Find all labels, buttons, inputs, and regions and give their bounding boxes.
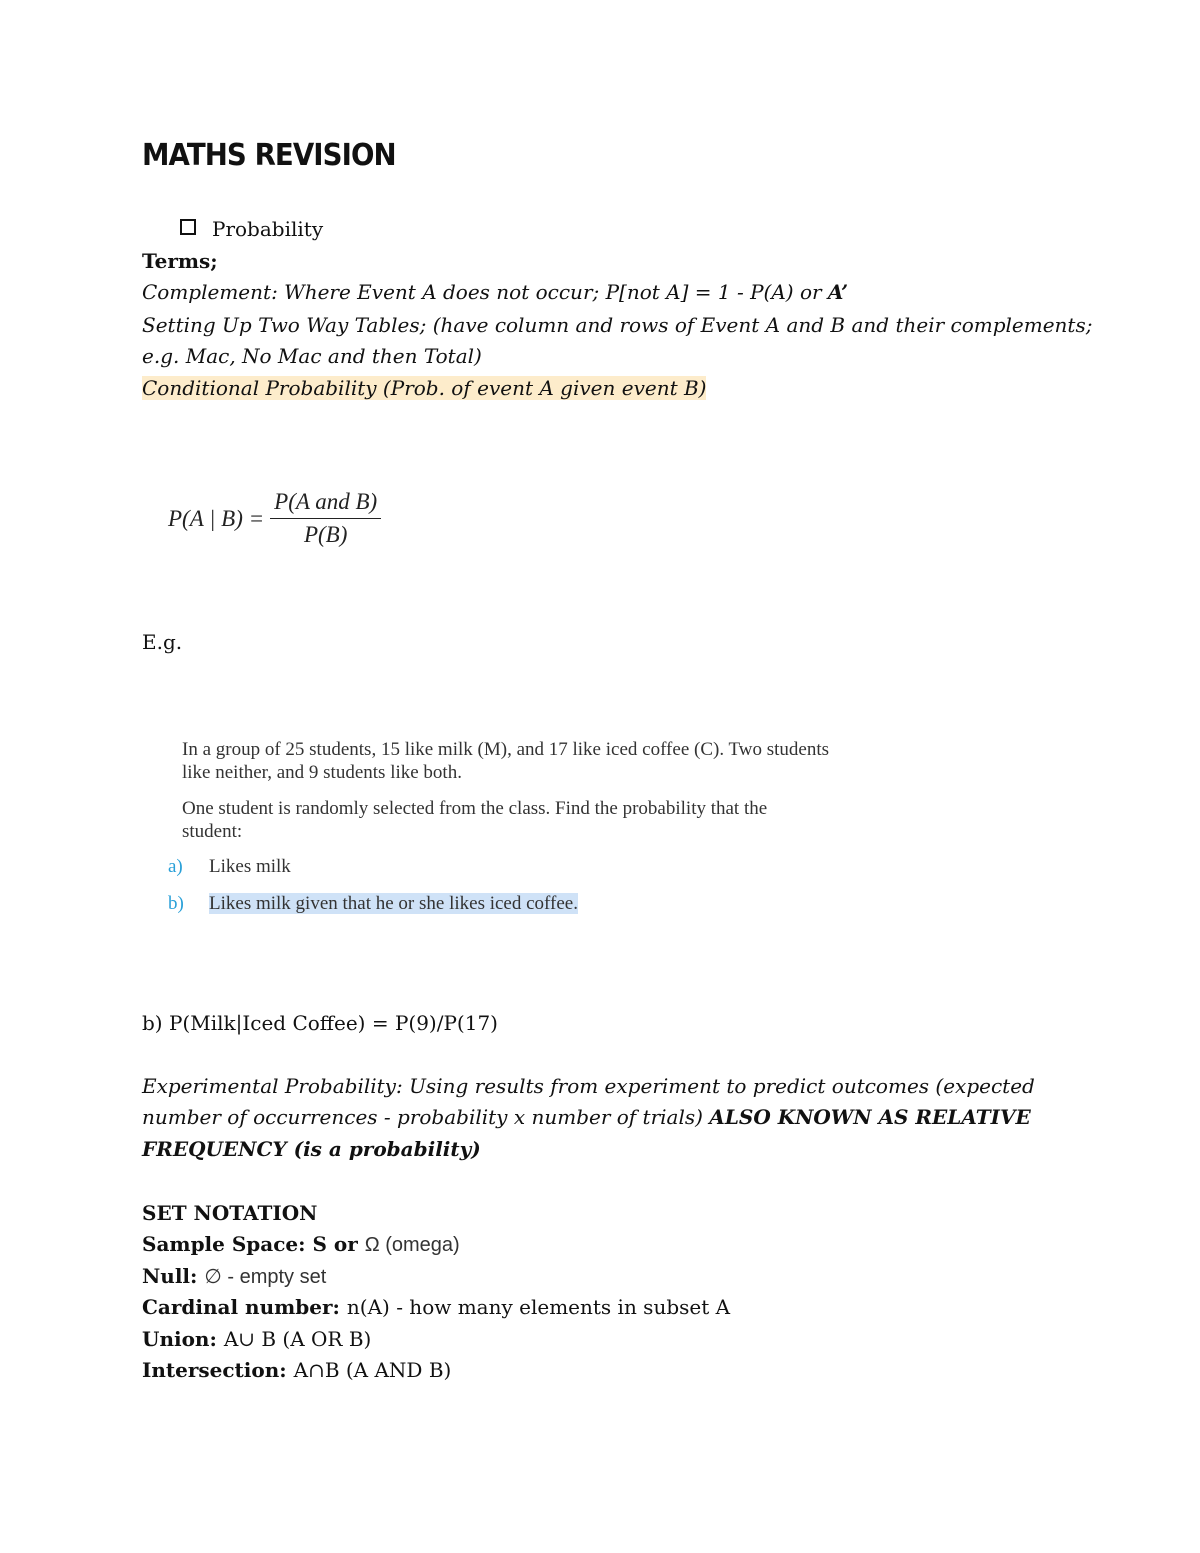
example-para2-line1: One student is randomly selected from the class. Find the probability that the xyxy=(182,798,768,819)
sample-space-value: S or xyxy=(312,1232,365,1256)
experimental-line-2-italic: number of occurrences - probability x number of trials) xyxy=(142,1105,710,1129)
answer-b: b) P(Milk|Iced Coffee) = P(9)/P(17) xyxy=(142,1011,498,1035)
null-value: ∅ - empty set xyxy=(204,1266,327,1288)
formula-denominator: P(B) xyxy=(303,522,348,547)
terms-heading: Terms; xyxy=(142,249,218,273)
conditional-formula xyxy=(168,488,381,549)
conditional-highlight: Conditional Probability (Prob. of event A given event B) xyxy=(142,376,707,400)
experimental-line-3: FREQUENCY (is a probability) xyxy=(142,1137,481,1161)
example-para1-line2: like neither, and 9 students like both. xyxy=(182,762,462,783)
page-title: MATHS REVISION xyxy=(142,138,396,173)
example-a-text: Likes milk xyxy=(209,856,291,877)
example-a-label: a) xyxy=(168,856,183,877)
cardinal-label: Cardinal number: xyxy=(142,1295,347,1319)
example-para2-line2: student: xyxy=(182,821,243,842)
formula-lhs: P(A | B) = xyxy=(168,505,265,531)
union-label: Union: xyxy=(142,1327,224,1351)
complement-line xyxy=(142,277,848,308)
complement-symbol: A’ xyxy=(827,280,849,304)
experimental-line-1: Experimental Probability: Using results from experiment to predict outcomes (expected xyxy=(142,1074,1035,1098)
checkbox[interactable] xyxy=(180,219,196,235)
experimental-line-2 xyxy=(142,1102,1031,1133)
example-para1-line1: In a group of 25 students, 15 like milk (M), and 17 like iced coffee (C). Two students xyxy=(182,739,830,760)
formula-fraction xyxy=(270,488,381,549)
experimental-line-2-bold: ALSO KNOWN AS RELATIVE xyxy=(709,1105,1031,1129)
sample-space-symbol: Ω (omega) xyxy=(364,1234,460,1256)
intersection-line xyxy=(142,1355,451,1386)
null-line xyxy=(142,1261,326,1293)
union-line xyxy=(142,1324,371,1355)
sample-space-label: Sample Space: xyxy=(142,1232,313,1256)
conditional-probability-line xyxy=(142,373,706,404)
cardinal-line xyxy=(142,1292,730,1323)
intersection-label: Intersection: xyxy=(142,1358,294,1382)
sample-space-line xyxy=(142,1229,460,1261)
two-way-line-2: e.g. Mac, No Mac and then Total) xyxy=(142,344,482,368)
eg-label: E.g. xyxy=(142,630,183,654)
checklist-item-label: Probability xyxy=(212,217,324,241)
null-label: Null: xyxy=(142,1264,205,1288)
union-value: A∪ B (A OR B) xyxy=(223,1327,372,1351)
example-b-text-row xyxy=(209,892,578,915)
example-b-label: b) xyxy=(168,893,184,914)
two-way-line-1: Setting Up Two Way Tables; (have column and rows of Event A and B and their complements; xyxy=(142,313,1093,337)
formula-numerator: P(A and B) xyxy=(270,488,381,519)
cardinal-value: n(A) - how many elements in subset A xyxy=(346,1295,731,1319)
set-notation-heading: SET NOTATION xyxy=(142,1201,318,1225)
intersection-value: A∩B (A AND B) xyxy=(293,1358,452,1382)
example-b-text: Likes milk given that he or she likes iced coffee. xyxy=(209,893,578,914)
complement-text: Complement: Where Event A does not occur; P[not A] = 1 - P(A) or xyxy=(142,280,828,304)
